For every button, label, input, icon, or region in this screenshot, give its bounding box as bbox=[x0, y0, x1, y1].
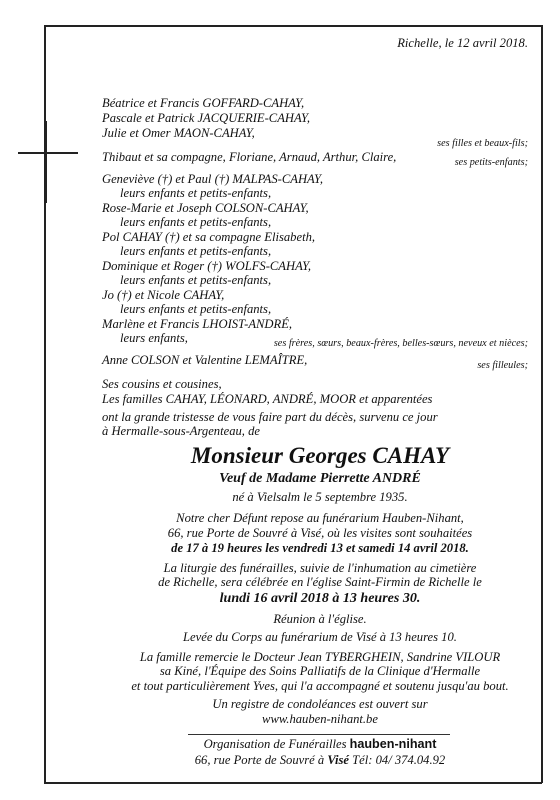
footer-org-prefix: Organisation de Funérailles bbox=[203, 737, 347, 751]
sibling-line: leurs enfants et petits-enfants, bbox=[120, 273, 272, 287]
footer-brand: hauben-nihant bbox=[349, 737, 437, 751]
deceased-widower: Veuf de Madame Pierrette ANDRÉ bbox=[219, 471, 421, 486]
sibling-line: leurs enfants et petits-enfants, bbox=[120, 215, 272, 229]
cross-icon-vertical bbox=[45, 121, 47, 203]
siblings-role: ses frères, sœurs, beaux-frères, belles-sœurs, neveux et nièces; bbox=[273, 338, 528, 349]
footer-address bbox=[100, 753, 540, 767]
footer-address-prefix: 66, rue Porte de Souvré à bbox=[194, 753, 325, 767]
register-url: www.hauben-nihant.be bbox=[262, 712, 378, 726]
sibling-line: Pol CAHAY (†) et sa compagne Elisabeth, bbox=[102, 230, 316, 244]
thanks-line: et tout particulièrement Yves, qui l'a accompagné et soutenu jusqu'au bout. bbox=[131, 679, 509, 693]
footer-address-city: Visé bbox=[327, 753, 350, 767]
others-line: à Hermalle-sous-Argenteau, de bbox=[102, 424, 260, 438]
visit-line: Notre cher Défunt repose au funérarium Hauben-Nihant, bbox=[176, 511, 464, 525]
footer-organisation bbox=[100, 737, 540, 751]
liturgy-line: La liturgie des funérailles, suivie de l'inhumation au cimetière bbox=[163, 561, 477, 575]
sibling-line: leurs enfants et petits-enfants, bbox=[120, 302, 272, 316]
others-line: ont la grande tristesse de vous faire part du décès, survenu ce jour bbox=[102, 410, 438, 424]
sibling-line: Geneviève (†) et Paul (†) MALPAS-CAHAY, bbox=[102, 172, 324, 186]
funeral-date: lundi 16 avril 2018 à 13 heures 30. bbox=[219, 591, 421, 606]
deceased-born: né à Vielsalm le 5 septembre 1935. bbox=[232, 490, 408, 504]
thanks-line: La famille remercie le Docteur Jean TYBERGHEIN, Sandrine VILOUR bbox=[139, 650, 501, 664]
children-line: Julie et Omer MAON-CAHAY, bbox=[102, 126, 255, 140]
sibling-line: Jo (†) et Nicole CAHAY, bbox=[102, 288, 225, 302]
frame-top-border bbox=[44, 25, 542, 27]
footer-tel: Tél: 04/ 374.04.92 bbox=[352, 753, 446, 767]
sibling-line: leurs enfants et petits-enfants, bbox=[120, 186, 272, 200]
cross-icon-horizontal bbox=[18, 152, 78, 154]
grandchildren-role: ses petits-enfants; bbox=[454, 157, 528, 168]
sibling-line: Rose-Marie et Joseph COLSON-CAHAY, bbox=[102, 201, 309, 215]
visit-line: 66, rue Porte de Souvré à Visé, où les visites sont souhaitées bbox=[167, 526, 473, 540]
children-line: Pascale et Patrick JACQUERIE-CAHAY, bbox=[102, 111, 310, 125]
sibling-line: Marlène et Francis LHOIST-ANDRÉ, bbox=[102, 317, 293, 331]
grandchildren-line: Thibaut et sa compagne, Floriane, Arnaud, Arthur, Claire, bbox=[102, 150, 397, 164]
others-line: Les familles CAHAY, LÉONARD, ANDRÉ, MOOR et apparentées bbox=[102, 392, 433, 406]
sibling-line: leurs enfants et petits-enfants, bbox=[120, 244, 272, 258]
register-line: Un registre de condoléances est ouvert sur bbox=[212, 697, 428, 711]
frame-bottom-border bbox=[44, 782, 542, 784]
goddaughters-role: ses filleules; bbox=[477, 360, 528, 371]
levee-text: Levée du Corps au funérarium de Visé à 13 heures 10. bbox=[183, 630, 457, 644]
thanks-line: sa Kiné, l'Équipe des Soins Palliatifs de la Clinique d'Hermalle bbox=[159, 664, 481, 678]
children-line: Béatrice et Francis GOFFARD-CAHAY, bbox=[102, 96, 305, 110]
deceased-name: Monsieur Georges CAHAY bbox=[190, 443, 450, 468]
children-role: ses filles et beaux-fils; bbox=[437, 138, 528, 149]
footer-divider bbox=[188, 734, 450, 735]
goddaughters-line: Anne COLSON et Valentine LEMAÎTRE, bbox=[102, 353, 308, 367]
liturgy-line: de Richelle, sera célébrée en l'église Saint-Firmin de Richelle le bbox=[158, 575, 482, 589]
visit-times: de 17 à 19 heures les vendredi 13 et samedi 14 avril 2018. bbox=[171, 541, 469, 555]
sibling-line: leurs enfants, bbox=[120, 331, 188, 345]
meeting-text: Réunion à l'église. bbox=[273, 612, 367, 626]
frame-right-border bbox=[541, 25, 543, 783]
sibling-line: Dominique et Roger (†) WOLFS-CAHAY, bbox=[102, 259, 312, 273]
others-line: Ses cousins et cousines, bbox=[102, 377, 222, 391]
place-date: Richelle, le 12 avril 2018. bbox=[397, 36, 528, 50]
